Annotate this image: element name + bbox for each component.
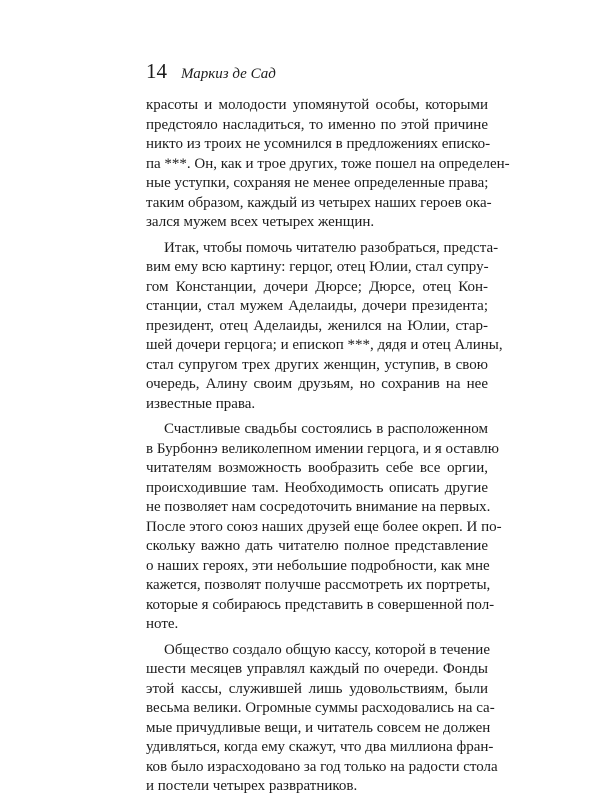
text-line: читателям возможность вообразить себе все оргии, bbox=[146, 460, 488, 476]
paragraph bbox=[146, 239, 503, 415]
text-line: в Бурбоннэ великолепном имении герцога, и я оставлю bbox=[146, 440, 499, 457]
text-line: Счастливые свадьбы состоялись в расположенном bbox=[164, 421, 488, 437]
text-line: После этого союз наших друзей еще более окреп. И по- bbox=[146, 518, 502, 535]
text-line: не позволяет нам сосредоточить внимание на первых. bbox=[146, 499, 491, 515]
text-line: ков было израсходовано за год только на радости стола bbox=[146, 758, 498, 775]
text-line: происходившие там. Необходимость описать другие bbox=[146, 479, 488, 496]
text-line: президент, отец Аделаиды, женился на Юлии, стар- bbox=[146, 317, 488, 334]
text-line: скольку важно дать читателю полное представление bbox=[146, 538, 488, 554]
text-line: зался мужем всех четырех женщин. bbox=[146, 214, 375, 230]
text-line: шей дочери герцога; и епископ ***, дядя и отец Алины, bbox=[146, 337, 503, 353]
text-line: станции, стал мужем Аделаиды, дочери президента; bbox=[146, 298, 488, 314]
text-line: ноте. bbox=[146, 616, 179, 632]
text-line: таким образом, каждый из четырех наших героев ока- bbox=[146, 194, 492, 211]
paragraph bbox=[146, 641, 498, 797]
text-line: гом Констанции, дочери Дюрсе; Дюрсе, отец Кон- bbox=[146, 278, 488, 295]
text-line: которые я собираюсь представить в совершенной пол- bbox=[146, 596, 495, 613]
text-line: ные уступки, сохраняя не менее определенные права; bbox=[146, 175, 489, 191]
page-header bbox=[146, 60, 276, 85]
text-line: па ***. Он, как и трое других, тоже пошел на определен- bbox=[146, 155, 510, 172]
text-line: весьма велики. Огромные суммы расходовались на са- bbox=[146, 700, 495, 716]
text-line: шести месяцев управлял каждый по очереди. Фонды bbox=[146, 661, 488, 677]
text-line: очередь, Алину своим друзьям, но сохранив на нее bbox=[146, 376, 488, 392]
body-text bbox=[146, 96, 510, 797]
text-line: мые причудливые вещи, и читатель совсем не должен bbox=[146, 719, 491, 736]
text-line: удивляться, когда ему скажут, что два миллиона фран- bbox=[146, 739, 494, 755]
text-line: Итак, чтобы помочь читателю разобраться, предста- bbox=[164, 239, 499, 256]
paragraph bbox=[146, 420, 502, 635]
text-line: никто из троих не усомнился в предложениях еписко- bbox=[146, 136, 491, 152]
text-line: красоты и молодости упомянутой особы, которыми bbox=[146, 97, 488, 113]
paragraph bbox=[146, 96, 510, 233]
text-line: Общество создало общую кассу, которой в течение bbox=[164, 641, 490, 658]
text-line: этой кассы, служившей лишь удовольствиям, были bbox=[146, 680, 488, 697]
page-number: 14 bbox=[146, 59, 167, 83]
text-line: о наших героях, эти небольшие подробности, как мне bbox=[146, 557, 490, 574]
text-line: предстояло насладиться, то именно по этой причине bbox=[146, 116, 488, 133]
text-line: стал супругом трех других женщин, уступив, в свою bbox=[146, 356, 488, 373]
running-title: Маркиз де Сад bbox=[181, 66, 276, 82]
text-line: известные права. bbox=[146, 395, 256, 412]
text-line: кажется, позволят получше рассмотреть их портреты, bbox=[146, 577, 491, 593]
text-line: и постели четырех развратников. bbox=[146, 778, 358, 794]
text-line: вим ему всю картину: герцог, отец Юлии, стал супру- bbox=[146, 259, 489, 275]
